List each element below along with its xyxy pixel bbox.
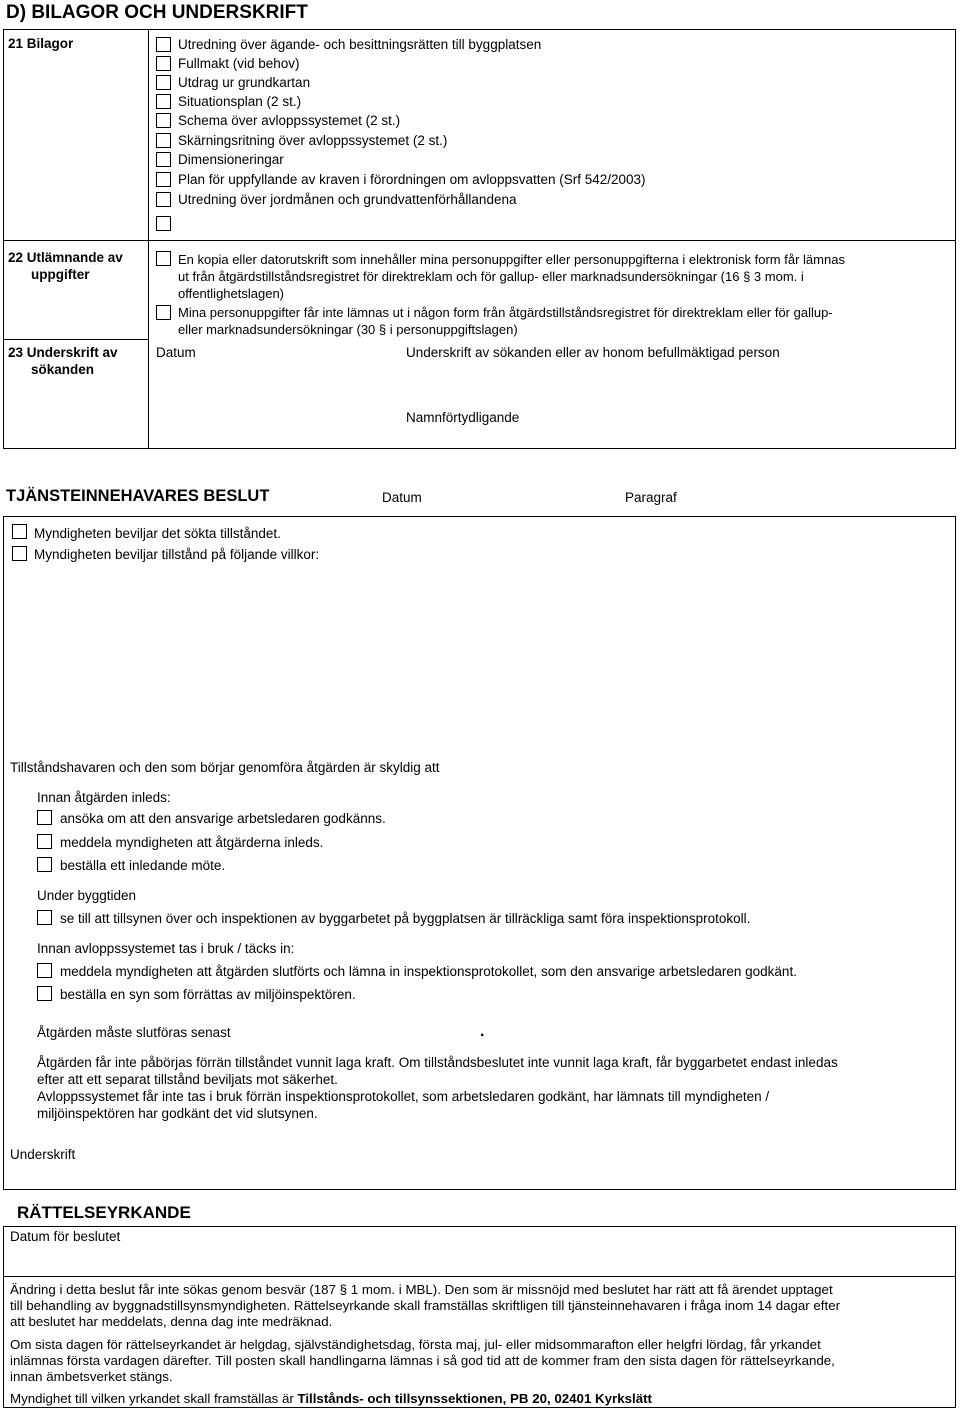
attachment-label: Skärningsritning över avloppssystemet (2 st.) (178, 133, 448, 148)
before-use-item: meddela myndigheten att åtgärden slutförts och lämna in inspektionsprotokollet, som den ansvarige arbetsledaren godkänt. (60, 964, 797, 979)
before-start-item: ansöka om att den ansvarige arbetsledaren godkänns. (60, 811, 386, 826)
rectification-title: RÄTTELSEYRKANDE (17, 1203, 191, 1222)
disclosure-deny-checkbox[interactable] (156, 305, 171, 320)
decision-paragraph-label: Paragraf (625, 490, 677, 505)
granted-label: Myndigheten beviljar det sökta tillståndet. (34, 526, 281, 541)
section-23-label-cont: sökanden (31, 362, 95, 377)
during-heading: Under byggtiden (37, 888, 137, 903)
before-use-item: beställa en syn som förrättas av miljöinspektören. (60, 987, 356, 1002)
section-d-frame (3, 29, 956, 449)
conditions-checkbox[interactable] (12, 546, 27, 561)
notice-line: miljöinspektören har godkänt det vid slutsynen. (37, 1106, 318, 1121)
rectification-text: Ändring i detta beslut får inte sökas genom besvär (187 § 1 mom. i MBL). Den som är missnöjd med beslutet har rätt att få ärendet upptaget (10, 1282, 833, 1297)
attachment-checkbox[interactable] (156, 75, 171, 90)
attachment-label: Fullmakt (vid behov) (178, 56, 300, 71)
during-item: se till att tillsynen över och inspektionen av byggarbetet på byggplatsen är tillräckliga samt föra inspektionsprotokoll. (60, 911, 751, 926)
deadline-dot: . (480, 1023, 485, 1040)
attachment-label: Plan för uppfyllande av kraven i förordningen om avloppsvatten (Srf 542/2003) (178, 172, 646, 187)
section-sign-glyph: § (743, 269, 751, 284)
notice-line: Avloppssystemet får inte tas i bruk förrän inspektionsprotokollet, som arbetsledaren godkänt, har lämnats till myndigheten / (37, 1089, 770, 1104)
attachment-checkbox[interactable] (156, 133, 171, 148)
decision-signature-label: Underskrift (10, 1147, 76, 1162)
rectification-text: Om sista dagen för rättelseyrkandet är helgdag, självständighetsdag, första maj, jul- eller midsommarafton eller helgfri lördag, får yrkandet (10, 1337, 821, 1352)
attachment-label: Situationsplan (2 st.) (178, 94, 302, 109)
attachment-checkbox[interactable] (156, 37, 171, 52)
authority-address: Myndighet till vilken yrkandet skall framställas är Tillstånds- och tillsynssektionen, PB 20, 02401 Kyrkslätt (10, 1391, 652, 1406)
before-start-checkbox[interactable] (37, 834, 52, 849)
disclosure-deny-text: eller marknadsundersökningar (30 § i personuppgiftslagen) (178, 322, 518, 337)
decision-title: TJÄNSTEINNEHAVARES BESLUT (6, 487, 270, 505)
during-checkbox[interactable] (37, 910, 52, 925)
row-divider (3, 240, 956, 241)
attachment-label: Utdrag ur grundkartan (178, 75, 311, 90)
section-21-label: 21 Bilagor (8, 36, 74, 51)
attachment-checkbox[interactable] (156, 172, 171, 187)
section-23-label: 23 Underskrift av (8, 345, 118, 360)
section-22-label: 22 Utlämnande av (8, 250, 123, 265)
attachment-checkbox[interactable] (156, 113, 171, 128)
section-22-label-cont: uppgifter (31, 267, 90, 282)
column-divider (148, 29, 149, 449)
before-start-item: meddela myndigheten att åtgärderna inleds. (60, 835, 324, 850)
before-use-checkbox[interactable] (37, 986, 52, 1001)
date-field-label: Datum (156, 345, 196, 360)
attachment-label: Schema över avloppssystemet (2 st.) (178, 113, 401, 128)
attachment-label: Dimensioneringar (178, 152, 284, 167)
deadline-label: Åtgärden måste slutföras senast (37, 1025, 231, 1040)
before-start-item: beställa ett inledande möte. (60, 858, 226, 873)
notice-line: Åtgärden får inte påbörjas förrän tillståndet vunnit laga kraft. Om tillståndsbeslutet inte vunnit laga kraft, får byggarbetet endast inledas (37, 1055, 838, 1070)
before-start-checkbox[interactable] (37, 810, 52, 825)
row-divider (3, 339, 148, 340)
obligation-intro: Tillståndshavaren och den som börjar genomföra åtgärden är skyldig att (10, 760, 440, 775)
name-clarification-label: Namnförtydligande (406, 410, 520, 425)
decision-date-label: Datum (382, 490, 422, 505)
attachment-checkbox-other[interactable] (156, 216, 171, 231)
signature-field-label: Underskrift av sökanden eller av honom befullmäktigad person (406, 345, 780, 360)
attachment-label: Utredning över jordmånen och grundvattenförhållandena (178, 192, 517, 207)
attachment-checkbox[interactable] (156, 56, 171, 71)
granted-checkbox[interactable] (12, 524, 27, 539)
disclosure-allow-checkbox[interactable] (156, 251, 171, 266)
rectification-text: inlämnas första vardagen därefter. Till posten skall handlingarna lämnas i så god tid att de kommer fram den sista dagen för rättelseyrkande, (10, 1353, 835, 1368)
before-start-heading: Innan åtgärden inleds: (37, 790, 171, 805)
section-title: D) BILAGOR OCH UNDERSKRIFT (6, 2, 308, 23)
conditions-label: Myndigheten beviljar tillstånd på följande villkor: (34, 547, 320, 562)
before-use-heading: Innan avloppssystemet tas i bruk / täcks in: (37, 941, 295, 956)
attachment-label: Utredning över ägande- och besittningsrätten till byggplatsen (178, 37, 542, 52)
section-sign-glyph: § (378, 322, 387, 337)
rectification-date-label: Datum för beslutet (10, 1229, 121, 1244)
disclosure-allow-text: En kopia eller datorutskrift som innehåller mina personuppgifter eller personuppgifterna i elektronisk form får lämnas (178, 252, 845, 267)
rectification-text: att beslutet har meddelats, denna dag inte medräknad. (10, 1314, 333, 1329)
rectification-text: till behandling av byggnadstillsynsmyndigheten. Rättelseyrkande skall framställas skriftligen till tjänsteinnehavaren i fråga inom 14 dagar efter (10, 1298, 841, 1313)
disclosure-allow-text: ut från åtgärdstillståndsregistret för direktreklam och för gallup- eller marknadsundersökningar (16 § 3 mom. i (178, 269, 804, 284)
before-use-checkbox[interactable] (37, 963, 52, 978)
notice-line: efter att ett separat tillstånd beviljats mot säkerhet. (37, 1072, 338, 1087)
disclosure-deny-text: Mina personuppgifter får inte lämnas ut i någon form från åtgärdstillståndsregistret för direktreklam eller för gallup- (178, 305, 833, 320)
attachment-checkbox[interactable] (156, 192, 171, 207)
attachment-checkbox[interactable] (156, 94, 171, 109)
rectification-text: innan ämbetsverket stängs. (10, 1369, 173, 1384)
disclosure-allow-text: offentlighetslagen) (178, 286, 285, 301)
rectification-divider (3, 1276, 956, 1277)
attachment-checkbox[interactable] (156, 152, 171, 167)
before-start-checkbox[interactable] (37, 857, 52, 872)
section-sign-glyph: § (339, 1282, 348, 1297)
